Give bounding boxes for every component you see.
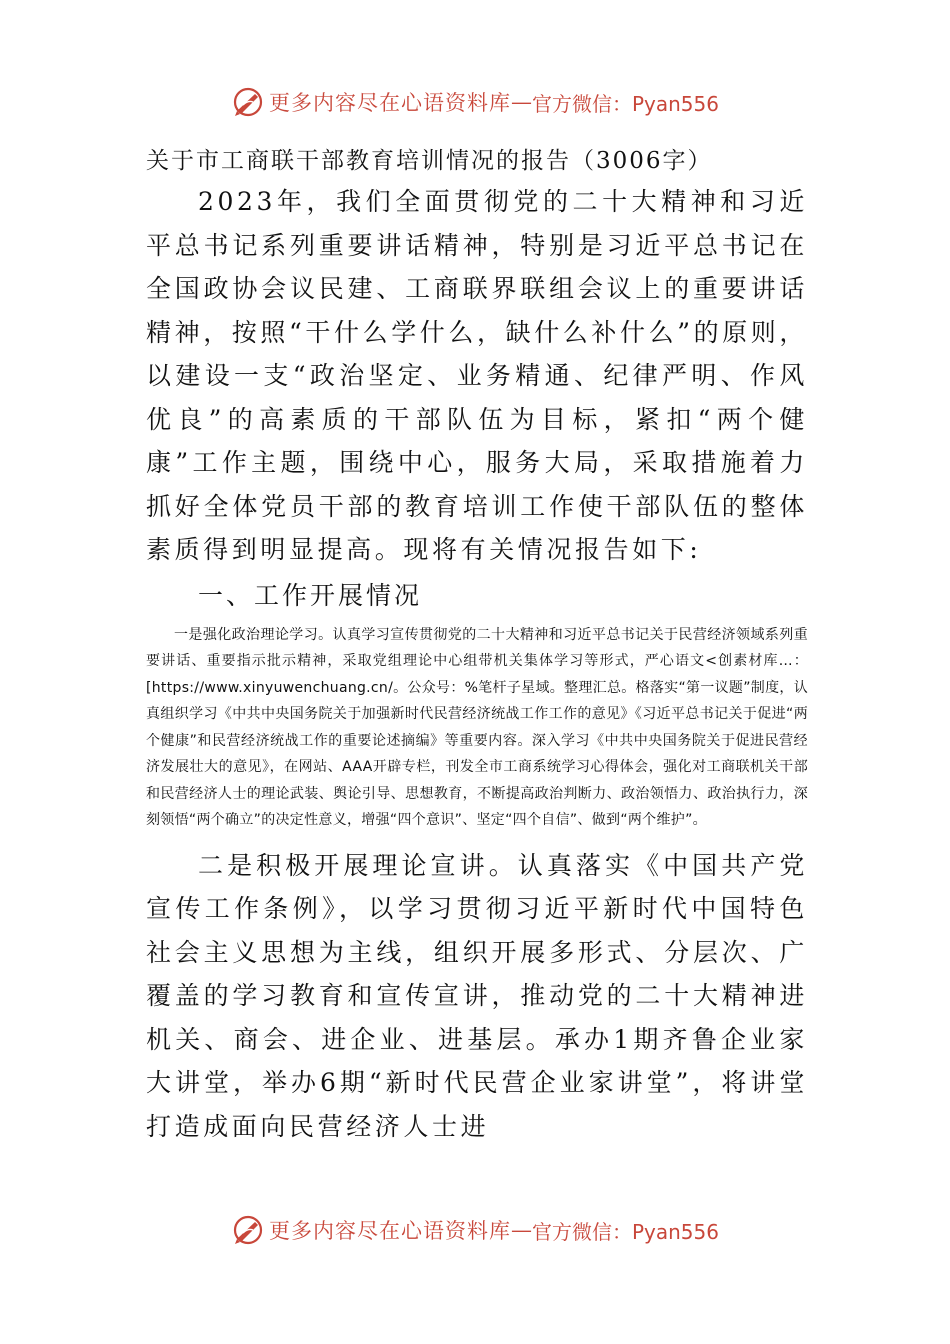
section-heading: 一、工作开展情况 <box>198 580 423 610</box>
paragraph-theory-lectures: 二是积极开展理论宣讲。认真落实《中国共产党宣传工作条例》，以学习贯彻习近平新时代中国特色社会主义思想为主线，组织开展多形式、分层次、广覆盖的学习教育和宣传宣讲，推动党的二十大精神进机关、商会、进企业、进基层。承办1期齐鲁企业家大讲堂，举办6期“新时代民营企业家讲堂”，将讲堂打造成面向民营经济人士进 <box>146 850 808 1141</box>
pen-logo-icon <box>231 85 265 119</box>
banner-separator: — <box>510 90 532 114</box>
paragraph-theory-study: 一是强化政治理论学习。认真学习宣传贯彻党的二十大精神和习近平总书记关于民营经济领域系列重要讲话、重要指示批示精神，采取党组理论中心组带机关集体学习等形式，严心语文<创素材库…：[https://www.xinyuwenchuang.cn/。公众号：%笔杆子星域。整理汇总。格落实“第一议题”制度，认真组织学习《中共中央国务院关于加强新时代民营经济统战工作工作的意见》《习近平总书记关于促进“两个健康”和民营经济统战工作的重要论述摘编》等重要内容。深入学习《中共中央国务院关于促进民营经济发展壮大的意见》，在网站、AAA开辟专栏，刊发全市工商系统学习心得体会，强化对工商联机关干部和民营经济人士的理论武装、舆论引导、思想教育，不断提高政治判断力、政治领悟力、政治执行力，深刻领悟“两个确立”的决定性意义，增强“四个意识”、坚定“四个自信”、做到“两个维护”。 <box>146 626 808 828</box>
pen-logo-icon <box>231 1213 265 1247</box>
banner-wechat: 官方微信：Pyan556 <box>531 91 719 116</box>
banner-text: 更多内容尽在心语资料库 <box>268 91 511 115</box>
banner-separator: — <box>510 1218 532 1242</box>
document-title: 关于市工商联干部教育培训情况的报告（3006字） <box>146 148 713 174</box>
document-body <box>146 142 808 1148</box>
intro-paragraph: 2023年，我们全面贯彻党的二十大精神和习近平总书记系列重要讲话精神，特别是习近平总书记在全国政协会议民建、工商联界联组会议上的重要讲话精神，按照“干什么学什么，缺什么补什么”的原则，以建设一支“政治坚定、业务精通、纪律严明、作风优良”的高素质的干部队伍为目标，紧扣“两个健康”工作主题，围绕中心，服务大局，采取措施着力抓好全体党员干部的教育培训工作使干部队伍的整体素质得到明显提高。现将有关情况报告如下: <box>146 187 808 564</box>
footer-banner <box>0 1210 950 1250</box>
banner-text: 更多内容尽在心语资料库 <box>268 1219 511 1243</box>
header-banner <box>0 82 950 122</box>
banner-wechat: 官方微信：Pyan556 <box>531 1219 719 1244</box>
